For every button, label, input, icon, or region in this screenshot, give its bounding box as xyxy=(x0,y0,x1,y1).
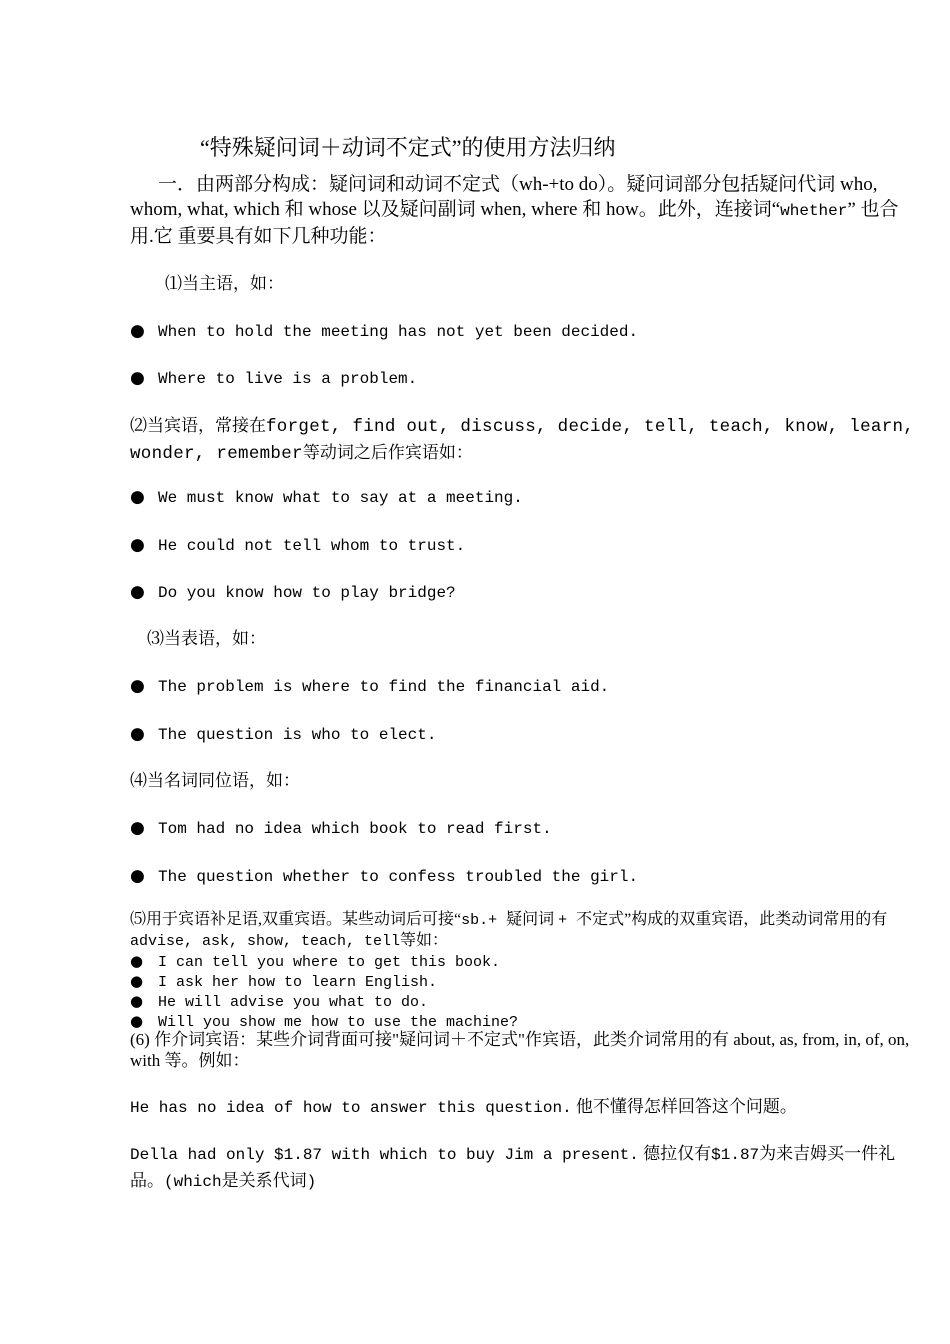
section5-heading xyxy=(130,910,920,952)
section5-heading-text-1: ⑸用于宾语补足语,双重宾语。某些动词后可接“ xyxy=(130,911,462,928)
bullet-icon: ● xyxy=(130,866,145,886)
bullet-icon: ● xyxy=(130,818,145,838)
example-note-close: ) xyxy=(306,1173,317,1191)
intro-keyword: whether xyxy=(780,202,848,220)
intro-text-1: 一．由两部分构成：疑问词和动词不定式（wh-+to do）。疑问词部分包括疑问代词 who, whom, what, which 和 whose 以及疑问副词 when, where 和 how。此外，连接词“ xyxy=(130,174,878,220)
section2-heading-prefix: ⑵当宾语，常接在 xyxy=(130,416,266,435)
example-text: The question is who to elect. xyxy=(158,726,437,744)
bullet-icon: ● xyxy=(130,321,145,341)
document-title: “特殊疑问词＋动词不定式”的使用方法归纳 xyxy=(200,135,616,160)
section5-heading-code-2: + xyxy=(558,912,577,929)
example-text: Tom had no idea which book to read first. xyxy=(158,820,552,838)
example-text: He will advise you what to do. xyxy=(158,994,429,1011)
example-text: I ask her how to learn English. xyxy=(158,974,438,991)
example-text: When to hold the meeting has not yet been decided. xyxy=(158,323,639,341)
bullet-icon: ● xyxy=(130,724,145,744)
section6-example-1 xyxy=(130,1094,920,1121)
example-translation: 他不懂得怎样回答这个问题。 xyxy=(571,1097,797,1116)
example-text: Della had only $1.87 with which to buy Jim a present. xyxy=(130,1146,639,1164)
section2-heading-suffix: 等动词之后作宾语如： xyxy=(302,443,473,462)
bullet-icon: ● xyxy=(130,676,145,696)
list-item xyxy=(130,320,638,343)
example-text: I can tell you where to get this book. xyxy=(158,954,501,971)
example-text: He has no idea of how to answer this question. xyxy=(130,1099,572,1117)
list-item xyxy=(130,486,523,509)
list-item xyxy=(130,817,552,840)
example-text: Where to live is a problem. xyxy=(158,370,418,388)
bullet-icon: ● xyxy=(130,487,145,507)
section5-heading-code-1: sb.+ xyxy=(461,912,507,929)
bullet-icon: ● xyxy=(130,992,144,1010)
section6-heading: (6) 作介词宾语：某些介词背面可接"疑问词＋不定式"作宾语，此类介词常用的有 about, as, from, in, of, on, with 等。例如： xyxy=(130,1030,910,1070)
example-amount: $1.87 xyxy=(711,1146,760,1164)
list-item xyxy=(130,723,436,746)
example-text: The problem is where to find the financial aid. xyxy=(158,678,610,696)
section5-heading-text-3: 不定式”构成的双重宾语，此类动词常用的有 xyxy=(576,911,888,928)
bullet-icon: ● xyxy=(130,582,145,602)
list-item xyxy=(130,581,456,604)
section5-verbs: advise, ask, show, teach, tell xyxy=(130,933,401,950)
list-item xyxy=(130,972,920,992)
list-item xyxy=(130,534,465,557)
intro-text-2: ” 也合用.它 重要具有如下几种功能： xyxy=(130,199,899,247)
list-item xyxy=(130,992,920,1012)
section5-heading-suffix: 等如： xyxy=(400,932,449,949)
bullet-icon: ● xyxy=(130,972,144,990)
list-item xyxy=(130,367,417,390)
example-note-open: (which xyxy=(164,1173,222,1191)
list-item xyxy=(130,865,638,888)
example-translation-2: 为来吉姆买一件礼品。 xyxy=(130,1144,896,1190)
bullet-icon: ● xyxy=(130,368,145,388)
section2-verbs: forget, find out, discuss, decide, tell, teach, know, learn, wonder, remember xyxy=(130,417,915,464)
bullet-icon: ● xyxy=(130,535,145,555)
section3-heading: ⑶当表语，如： xyxy=(147,629,266,648)
example-translation-1: 德拉仅有 xyxy=(638,1144,712,1163)
list-item xyxy=(130,952,920,972)
section1-heading: ⑴当主语，如： xyxy=(165,274,284,293)
section2-heading xyxy=(130,413,920,467)
example-note-text: 是关系代词 xyxy=(221,1171,307,1190)
section5-heading-text-2: 疑问词 xyxy=(506,911,559,928)
example-text: The question whether to confess troubled the girl. xyxy=(158,868,639,886)
bullet-icon: ● xyxy=(130,1012,144,1030)
list-item xyxy=(130,675,609,698)
section6-example-2 xyxy=(130,1141,920,1195)
section4-heading: ⑷当名词同位语，如： xyxy=(130,771,300,790)
example-text: He could not tell whom to trust. xyxy=(158,537,466,555)
intro-paragraph xyxy=(130,172,920,249)
example-text: We must know what to say at a meeting. xyxy=(158,489,523,507)
section5-block xyxy=(130,910,920,1032)
example-text: Do you know how to play bridge? xyxy=(158,584,456,602)
bullet-icon: ● xyxy=(130,952,144,970)
example-text: Will you show me how to use the machine? xyxy=(158,1014,519,1031)
